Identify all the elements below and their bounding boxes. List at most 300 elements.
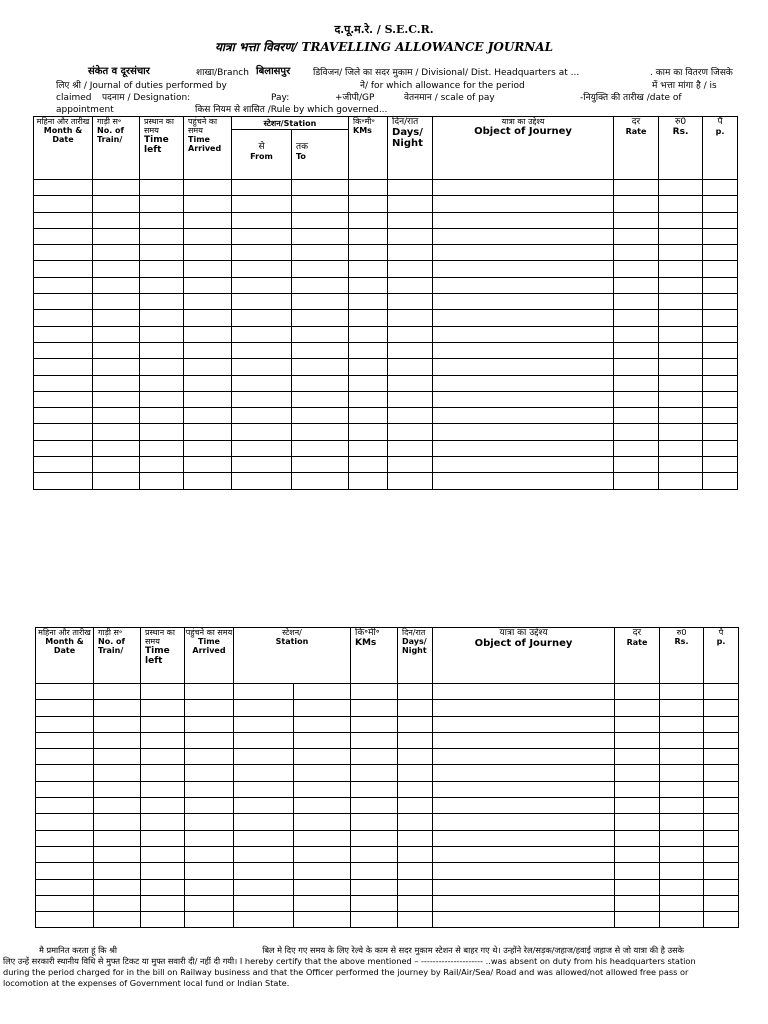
- journal-table-1-cell[interactable]: [349, 180, 388, 196]
- journal-table-2-cell[interactable]: [141, 798, 185, 814]
- journal-table-2-cell[interactable]: [615, 895, 660, 911]
- journal-table-2-cell[interactable]: [141, 879, 185, 895]
- journal-table-1-cell[interactable]: [349, 228, 388, 244]
- journal-table-1-cell[interactable]: [433, 424, 614, 440]
- journal-table-2-cell[interactable]: [36, 749, 94, 765]
- journal-table-2-cell[interactable]: [185, 716, 234, 732]
- journal-table-2-cell[interactable]: [398, 700, 433, 716]
- journal-table-2-cell[interactable]: [185, 879, 234, 895]
- journal-table-2-cell[interactable]: [660, 781, 704, 797]
- journal-table-1-cell[interactable]: [140, 180, 184, 196]
- journal-table-1-cell[interactable]: [232, 424, 292, 440]
- journal-table-1-cell[interactable]: [184, 440, 232, 456]
- journal-table-2-cell[interactable]: [398, 830, 433, 846]
- journal-table-2-cell[interactable]: [660, 716, 704, 732]
- journal-table-2-cell[interactable]: [615, 749, 660, 765]
- journal-table-1-cell[interactable]: [614, 294, 659, 310]
- journal-table-1-cell[interactable]: [292, 457, 349, 473]
- journal-table-1-cell[interactable]: [433, 440, 614, 456]
- journal-table-2-cell[interactable]: [615, 830, 660, 846]
- journal-table-1-cell[interactable]: [232, 342, 292, 358]
- journal-table-1-cell[interactable]: [34, 359, 93, 375]
- journal-table-1-cell[interactable]: [34, 391, 93, 407]
- journal-table-1-cell[interactable]: [232, 391, 292, 407]
- journal-table-2-cell[interactable]: [185, 846, 234, 862]
- journal-table-1-cell[interactable]: [140, 228, 184, 244]
- journal-table-2-cell[interactable]: [185, 814, 234, 830]
- journal-table-1-cell[interactable]: [292, 310, 349, 326]
- journal-table-2-cell[interactable]: [704, 895, 739, 911]
- journal-table-1-cell[interactable]: [388, 294, 433, 310]
- journal-table-1-cell[interactable]: [93, 228, 140, 244]
- journal-table-1-cell[interactable]: [34, 196, 93, 212]
- journal-table-1-cell[interactable]: [349, 440, 388, 456]
- journal-table-2-cell[interactable]: [185, 863, 234, 879]
- journal-table-2-cell[interactable]: [36, 879, 94, 895]
- journal-table-1-cell[interactable]: [388, 391, 433, 407]
- journal-table-1-cell[interactable]: [184, 473, 232, 489]
- journal-table-1-cell[interactable]: [433, 245, 614, 261]
- journal-table-2-cell[interactable]: [433, 895, 615, 911]
- journal-table-2-cell[interactable]: [36, 814, 94, 830]
- journal-table-2-cell[interactable]: [36, 781, 94, 797]
- journal-table-1-cell[interactable]: [34, 212, 93, 228]
- journal-table-1-cell[interactable]: [140, 391, 184, 407]
- journal-table-2-cell[interactable]: [36, 765, 94, 781]
- journal-table-1-cell[interactable]: [614, 261, 659, 277]
- journal-table-2-cell[interactable]: [94, 912, 141, 928]
- journal-table-2-cell[interactable]: [141, 684, 185, 700]
- journal-table-1-cell[interactable]: [433, 473, 614, 489]
- journal-table-1-cell[interactable]: [614, 326, 659, 342]
- journal-table-1-cell[interactable]: [184, 326, 232, 342]
- journal-table-1-cell[interactable]: [292, 212, 349, 228]
- journal-table-1-cell[interactable]: [388, 326, 433, 342]
- journal-table-1-cell[interactable]: [93, 473, 140, 489]
- journal-table-2-cell[interactable]: [433, 700, 615, 716]
- journal-table-1-cell[interactable]: [93, 261, 140, 277]
- journal-table-1-cell[interactable]: [34, 342, 93, 358]
- journal-table-1-cell[interactable]: [140, 310, 184, 326]
- journal-table-1-cell[interactable]: [703, 440, 738, 456]
- journal-table-2-cell[interactable]: [351, 846, 398, 862]
- journal-table-2-cell[interactable]: [234, 846, 294, 862]
- journal-table-2-cell[interactable]: [433, 863, 615, 879]
- journal-table-1-cell[interactable]: [232, 359, 292, 375]
- journal-table-2-cell[interactable]: [36, 895, 94, 911]
- journal-table-1-cell[interactable]: [232, 294, 292, 310]
- journal-table-1-cell[interactable]: [703, 294, 738, 310]
- journal-table-2-cell[interactable]: [704, 830, 739, 846]
- journal-table-1-cell[interactable]: [349, 245, 388, 261]
- journal-table-2-cell[interactable]: [704, 749, 739, 765]
- journal-table-2-cell[interactable]: [36, 863, 94, 879]
- journal-table-2-cell[interactable]: [141, 765, 185, 781]
- journal-table-2-cell[interactable]: [141, 700, 185, 716]
- journal-table-2-cell[interactable]: [94, 749, 141, 765]
- journal-table-1-cell[interactable]: [614, 440, 659, 456]
- journal-table-1-cell[interactable]: [614, 391, 659, 407]
- journal-table-1-cell[interactable]: [659, 440, 703, 456]
- journal-table-1-cell[interactable]: [433, 375, 614, 391]
- journal-table-1-cell[interactable]: [232, 245, 292, 261]
- journal-table-1-cell[interactable]: [433, 180, 614, 196]
- journal-table-1-cell[interactable]: [140, 212, 184, 228]
- journal-table-2-cell[interactable]: [234, 716, 294, 732]
- journal-table-1-cell[interactable]: [232, 310, 292, 326]
- journal-table-1-cell[interactable]: [388, 212, 433, 228]
- journal-table-2-cell[interactable]: [234, 863, 294, 879]
- journal-table-1-cell[interactable]: [184, 180, 232, 196]
- journal-table-1-cell[interactable]: [659, 212, 703, 228]
- journal-table-1-cell[interactable]: [388, 277, 433, 293]
- journal-table-2-cell[interactable]: [615, 716, 660, 732]
- journal-table-1-cell[interactable]: [659, 245, 703, 261]
- journal-table-2-cell[interactable]: [294, 732, 351, 748]
- journal-table-1-cell[interactable]: [140, 408, 184, 424]
- journal-table-2-cell[interactable]: [141, 895, 185, 911]
- journal-table-1-cell[interactable]: [659, 342, 703, 358]
- journal-table-2-cell[interactable]: [234, 895, 294, 911]
- journal-table-2-cell[interactable]: [615, 781, 660, 797]
- journal-table-2-cell[interactable]: [94, 700, 141, 716]
- journal-table-2-cell[interactable]: [615, 700, 660, 716]
- journal-table-1-cell[interactable]: [388, 457, 433, 473]
- journal-table-2-cell[interactable]: [141, 749, 185, 765]
- journal-table-2-cell[interactable]: [398, 781, 433, 797]
- journal-table-1-cell[interactable]: [614, 245, 659, 261]
- journal-table-1-cell[interactable]: [232, 408, 292, 424]
- journal-table-1-cell[interactable]: [349, 391, 388, 407]
- journal-table-2-cell[interactable]: [185, 912, 234, 928]
- journal-table-2-cell[interactable]: [398, 895, 433, 911]
- journal-table-2-cell[interactable]: [36, 830, 94, 846]
- journal-table-2-cell[interactable]: [704, 700, 739, 716]
- journal-table-2-cell[interactable]: [704, 863, 739, 879]
- journal-table-2-cell[interactable]: [351, 700, 398, 716]
- journal-table-1-cell[interactable]: [34, 277, 93, 293]
- journal-table-2-cell[interactable]: [94, 684, 141, 700]
- journal-table-1-cell[interactable]: [433, 228, 614, 244]
- journal-table-1-cell[interactable]: [349, 310, 388, 326]
- journal-table-2-cell[interactable]: [398, 716, 433, 732]
- journal-table-1-cell[interactable]: [614, 424, 659, 440]
- journal-table-2-cell[interactable]: [433, 684, 615, 700]
- journal-table-1-cell[interactable]: [232, 326, 292, 342]
- journal-table-2-cell[interactable]: [433, 732, 615, 748]
- journal-table-1-cell[interactable]: [614, 375, 659, 391]
- journal-table-2-cell[interactable]: [185, 700, 234, 716]
- journal-table-2-cell[interactable]: [294, 749, 351, 765]
- journal-table-1-cell[interactable]: [232, 375, 292, 391]
- journal-table-2-cell[interactable]: [294, 830, 351, 846]
- journal-table-1-cell[interactable]: [349, 196, 388, 212]
- journal-table-2-cell[interactable]: [615, 765, 660, 781]
- journal-table-1-cell[interactable]: [703, 408, 738, 424]
- journal-table-1-cell[interactable]: [184, 310, 232, 326]
- journal-table-1-cell[interactable]: [34, 180, 93, 196]
- journal-table-1-cell[interactable]: [388, 440, 433, 456]
- journal-table-1-cell[interactable]: [292, 391, 349, 407]
- journal-table-1-cell[interactable]: [349, 326, 388, 342]
- journal-table-2-cell[interactable]: [351, 716, 398, 732]
- journal-table-2-cell[interactable]: [398, 879, 433, 895]
- journal-table-1-cell[interactable]: [140, 342, 184, 358]
- journal-table-2-cell[interactable]: [398, 912, 433, 928]
- journal-table-2-cell[interactable]: [36, 732, 94, 748]
- journal-table-1-cell[interactable]: [93, 424, 140, 440]
- journal-table-1-cell[interactable]: [388, 261, 433, 277]
- journal-table-2-cell[interactable]: [94, 716, 141, 732]
- journal-table-2-cell[interactable]: [294, 863, 351, 879]
- journal-table-1-cell[interactable]: [349, 375, 388, 391]
- journal-table-2-cell[interactable]: [94, 798, 141, 814]
- journal-table-2-cell[interactable]: [294, 684, 351, 700]
- journal-table-1-cell[interactable]: [433, 391, 614, 407]
- journal-table-1-cell[interactable]: [388, 228, 433, 244]
- journal-table-1-cell[interactable]: [388, 180, 433, 196]
- journal-table-1-cell[interactable]: [232, 473, 292, 489]
- journal-table-2-cell[interactable]: [351, 912, 398, 928]
- journal-table-2-cell[interactable]: [398, 863, 433, 879]
- journal-table-2-cell[interactable]: [234, 830, 294, 846]
- journal-table-1-cell[interactable]: [349, 342, 388, 358]
- journal-table-1-cell[interactable]: [140, 294, 184, 310]
- journal-table-1-cell[interactable]: [349, 212, 388, 228]
- journal-table-1-cell[interactable]: [349, 261, 388, 277]
- journal-table-1-cell[interactable]: [140, 196, 184, 212]
- journal-table-1-cell[interactable]: [34, 375, 93, 391]
- journal-table-2-cell[interactable]: [94, 895, 141, 911]
- journal-table-1-cell[interactable]: [388, 310, 433, 326]
- journal-table-1-cell[interactable]: [93, 375, 140, 391]
- journal-table-2-cell[interactable]: [660, 684, 704, 700]
- journal-table-1-cell[interactable]: [659, 375, 703, 391]
- journal-table-1-cell[interactable]: [140, 245, 184, 261]
- journal-table-1-cell[interactable]: [659, 457, 703, 473]
- journal-table-1-cell[interactable]: [659, 473, 703, 489]
- journal-table-1-cell[interactable]: [184, 228, 232, 244]
- journal-table-2-cell[interactable]: [615, 684, 660, 700]
- journal-table-1-cell[interactable]: [184, 294, 232, 310]
- journal-table-1-cell[interactable]: [659, 424, 703, 440]
- journal-table-1-cell[interactable]: [232, 440, 292, 456]
- journal-table-2-cell[interactable]: [660, 749, 704, 765]
- journal-table-1-cell[interactable]: [34, 440, 93, 456]
- journal-table-1-cell[interactable]: [292, 261, 349, 277]
- journal-table-2-cell[interactable]: [94, 863, 141, 879]
- journal-table-1-cell[interactable]: [34, 294, 93, 310]
- journal-table-2-cell[interactable]: [704, 716, 739, 732]
- journal-table-2-cell[interactable]: [433, 879, 615, 895]
- journal-table-2-cell[interactable]: [294, 846, 351, 862]
- journal-table-1-cell[interactable]: [184, 245, 232, 261]
- journal-table-1-cell[interactable]: [659, 310, 703, 326]
- journal-table-2-cell[interactable]: [36, 716, 94, 732]
- journal-table-2-cell[interactable]: [294, 879, 351, 895]
- journal-table-1-cell[interactable]: [703, 212, 738, 228]
- journal-table-1-cell[interactable]: [232, 228, 292, 244]
- journal-table-1-cell[interactable]: [703, 180, 738, 196]
- journal-table-2-cell[interactable]: [704, 781, 739, 797]
- journal-table-1-cell[interactable]: [292, 359, 349, 375]
- journal-table-1-cell[interactable]: [433, 310, 614, 326]
- journal-table-1-cell[interactable]: [232, 212, 292, 228]
- journal-table-2-cell[interactable]: [185, 830, 234, 846]
- journal-table-1-cell[interactable]: [34, 326, 93, 342]
- journal-table-1-cell[interactable]: [703, 342, 738, 358]
- journal-table-1-cell[interactable]: [433, 196, 614, 212]
- journal-table-1-cell[interactable]: [140, 326, 184, 342]
- journal-table-2-cell[interactable]: [351, 749, 398, 765]
- journal-table-1-cell[interactable]: [614, 310, 659, 326]
- journal-table-1-cell[interactable]: [433, 342, 614, 358]
- journal-table-2-cell[interactable]: [36, 912, 94, 928]
- journal-table-2-cell[interactable]: [433, 912, 615, 928]
- journal-table-2-cell[interactable]: [351, 830, 398, 846]
- journal-table-2-cell[interactable]: [433, 798, 615, 814]
- journal-table-2-cell[interactable]: [141, 830, 185, 846]
- journal-table-2-cell[interactable]: [660, 863, 704, 879]
- journal-table-1-cell[interactable]: [93, 196, 140, 212]
- journal-table-1-cell[interactable]: [703, 245, 738, 261]
- journal-table-1-cell[interactable]: [614, 196, 659, 212]
- journal-table-2-cell[interactable]: [433, 814, 615, 830]
- journal-table-2-cell[interactable]: [234, 765, 294, 781]
- journal-table-2-cell[interactable]: [94, 879, 141, 895]
- journal-table-2-cell[interactable]: [433, 846, 615, 862]
- journal-table-1-cell[interactable]: [388, 424, 433, 440]
- journal-table-2-cell[interactable]: [615, 912, 660, 928]
- journal-table-2-cell[interactable]: [94, 846, 141, 862]
- journal-table-1-cell[interactable]: [433, 326, 614, 342]
- journal-table-1-cell[interactable]: [388, 359, 433, 375]
- journal-table-1-cell[interactable]: [614, 277, 659, 293]
- journal-table-2-cell[interactable]: [36, 846, 94, 862]
- journal-table-2-cell[interactable]: [351, 684, 398, 700]
- journal-table-1-cell[interactable]: [34, 310, 93, 326]
- journal-table-1-cell[interactable]: [703, 277, 738, 293]
- journal-table-2-cell[interactable]: [704, 798, 739, 814]
- journal-table-1-cell[interactable]: [184, 391, 232, 407]
- journal-table-1-cell[interactable]: [703, 457, 738, 473]
- journal-table-1-cell[interactable]: [703, 359, 738, 375]
- journal-table-2-cell[interactable]: [294, 814, 351, 830]
- journal-table-1-cell[interactable]: [703, 424, 738, 440]
- journal-table-1-cell[interactable]: [659, 294, 703, 310]
- journal-table-2-cell[interactable]: [36, 798, 94, 814]
- journal-table-2-cell[interactable]: [660, 732, 704, 748]
- journal-table-2-cell[interactable]: [141, 781, 185, 797]
- journal-table-2-cell[interactable]: [294, 781, 351, 797]
- journal-table-1-cell[interactable]: [433, 277, 614, 293]
- journal-table-1-cell[interactable]: [659, 196, 703, 212]
- journal-table-2-cell[interactable]: [433, 716, 615, 732]
- journal-table-1-cell[interactable]: [614, 473, 659, 489]
- journal-table-1-cell[interactable]: [703, 391, 738, 407]
- journal-table-1-cell[interactable]: [93, 440, 140, 456]
- journal-table-1-cell[interactable]: [433, 261, 614, 277]
- journal-table-2-cell[interactable]: [615, 879, 660, 895]
- journal-table-1-cell[interactable]: [614, 359, 659, 375]
- journal-table-2-cell[interactable]: [704, 765, 739, 781]
- journal-table-2-cell[interactable]: [234, 912, 294, 928]
- journal-table-1-cell[interactable]: [292, 473, 349, 489]
- journal-table-1-cell[interactable]: [34, 424, 93, 440]
- journal-table-2-cell[interactable]: [433, 765, 615, 781]
- journal-table-1-cell[interactable]: [93, 245, 140, 261]
- journal-table-2-cell[interactable]: [185, 684, 234, 700]
- journal-table-1-cell[interactable]: [388, 196, 433, 212]
- journal-table-1-cell[interactable]: [349, 359, 388, 375]
- journal-table-1-cell[interactable]: [659, 180, 703, 196]
- journal-table-1-cell[interactable]: [292, 342, 349, 358]
- journal-table-2-cell[interactable]: [351, 863, 398, 879]
- journal-table-1-cell[interactable]: [703, 375, 738, 391]
- journal-table-2-cell[interactable]: [704, 814, 739, 830]
- journal-table-1-cell[interactable]: [349, 424, 388, 440]
- journal-table-1-cell[interactable]: [703, 310, 738, 326]
- journal-table-1-cell[interactable]: [140, 359, 184, 375]
- journal-table-2-cell[interactable]: [294, 716, 351, 732]
- journal-table-2-cell[interactable]: [660, 846, 704, 862]
- journal-table-1-cell[interactable]: [349, 294, 388, 310]
- journal-table-2-cell[interactable]: [294, 912, 351, 928]
- journal-table-1-cell[interactable]: [349, 457, 388, 473]
- journal-table-2-cell[interactable]: [141, 912, 185, 928]
- journal-table-1-cell[interactable]: [292, 228, 349, 244]
- journal-table-1-cell[interactable]: [433, 457, 614, 473]
- journal-table-1-cell[interactable]: [388, 375, 433, 391]
- journal-table-2-cell[interactable]: [351, 798, 398, 814]
- journal-table-1-cell[interactable]: [140, 277, 184, 293]
- journal-table-2-cell[interactable]: [615, 798, 660, 814]
- journal-table-2-cell[interactable]: [433, 781, 615, 797]
- journal-table-2-cell[interactable]: [704, 879, 739, 895]
- journal-table-1-cell[interactable]: [659, 391, 703, 407]
- journal-table-1-cell[interactable]: [433, 359, 614, 375]
- journal-table-1-cell[interactable]: [659, 408, 703, 424]
- journal-table-1-cell[interactable]: [292, 277, 349, 293]
- journal-table-1-cell[interactable]: [93, 326, 140, 342]
- journal-table-2-cell[interactable]: [615, 732, 660, 748]
- journal-table-1-cell[interactable]: [659, 277, 703, 293]
- journal-table-1-cell[interactable]: [232, 277, 292, 293]
- journal-table-1-cell[interactable]: [93, 342, 140, 358]
- journal-table-1-cell[interactable]: [93, 310, 140, 326]
- journal-table-2-cell[interactable]: [704, 732, 739, 748]
- journal-table-1-cell[interactable]: [659, 228, 703, 244]
- journal-table-1-cell[interactable]: [614, 180, 659, 196]
- journal-table-2-cell[interactable]: [615, 814, 660, 830]
- journal-table-1-cell[interactable]: [659, 326, 703, 342]
- journal-table-2-cell[interactable]: [141, 814, 185, 830]
- journal-table-1-cell[interactable]: [292, 245, 349, 261]
- journal-table-1-cell[interactable]: [93, 408, 140, 424]
- journal-table-2-cell[interactable]: [660, 830, 704, 846]
- journal-table-2-cell[interactable]: [94, 765, 141, 781]
- journal-table-1-cell[interactable]: [292, 424, 349, 440]
- journal-table-1-cell[interactable]: [184, 342, 232, 358]
- journal-table-2-cell[interactable]: [660, 765, 704, 781]
- journal-table-1-cell[interactable]: [659, 261, 703, 277]
- journal-table-2-cell[interactable]: [398, 684, 433, 700]
- journal-table-2-cell[interactable]: [398, 814, 433, 830]
- journal-table-1-cell[interactable]: [292, 196, 349, 212]
- journal-table-2-cell[interactable]: [185, 749, 234, 765]
- journal-table-2-cell[interactable]: [94, 781, 141, 797]
- journal-table-1-cell[interactable]: [34, 261, 93, 277]
